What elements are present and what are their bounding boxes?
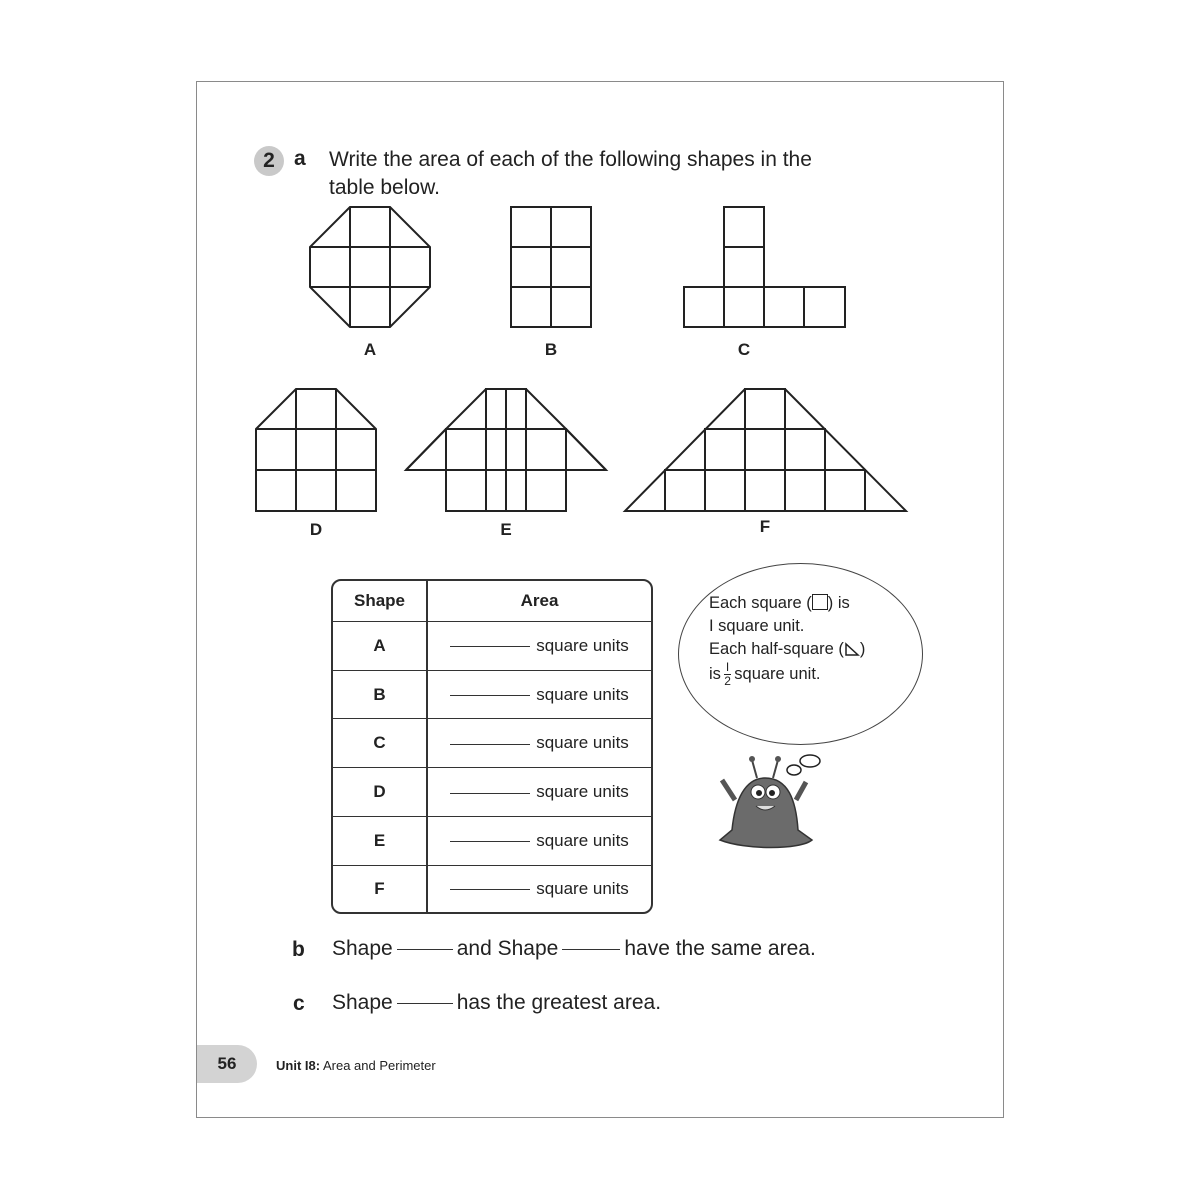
part-b-text-3: have the same area. (624, 937, 816, 960)
shape-c (684, 207, 845, 327)
footer-unit (276, 1058, 436, 1073)
square-icon (812, 594, 828, 610)
units-label: square units (536, 830, 629, 850)
row-shape: F (333, 866, 428, 912)
table-row (333, 622, 651, 671)
shape-label-a: A (363, 340, 377, 359)
shape-label-e: E (500, 520, 512, 539)
table-row (333, 719, 651, 768)
row-area (428, 622, 651, 671)
table-header-row (333, 581, 651, 622)
row-shape: B (333, 671, 428, 720)
header-shape: Shape (333, 581, 428, 622)
table-row (333, 866, 651, 912)
instruction-line-2: table below. (329, 176, 440, 199)
thought-dot-1 (800, 755, 820, 767)
row-area (428, 866, 651, 912)
bubble-line4-end: square unit. (734, 664, 821, 683)
part-b-text-1: Shape (332, 937, 393, 960)
part-c-text-2: has the greatest area. (456, 991, 662, 1014)
fraction-half (724, 661, 731, 688)
part-b-question (332, 937, 816, 961)
units-label: square units (536, 782, 629, 802)
answer-blank[interactable] (450, 743, 530, 745)
answer-blank[interactable] (397, 948, 453, 950)
shape-d (256, 389, 376, 511)
row-shape: A (333, 622, 428, 671)
row-area (428, 719, 651, 768)
shape-f (625, 389, 906, 511)
row-area (428, 817, 651, 866)
area-table (331, 579, 653, 914)
part-a-label: a (294, 147, 306, 170)
shape-label-b: B (544, 340, 558, 359)
answer-blank[interactable] (450, 792, 530, 794)
bubble-line3-start: Each half-square ( (709, 640, 844, 658)
shape-label-f: F (759, 517, 771, 536)
bubble-line3-end: ) (859, 640, 866, 658)
thought-dot-2 (787, 765, 801, 775)
unit-title: Area and Perimeter (322, 1058, 436, 1073)
fraction-numerator: I (725, 660, 730, 674)
units-label: square units (536, 684, 629, 704)
row-shape: E (333, 817, 428, 866)
shape-label-c: C (737, 340, 751, 359)
part-c-question (332, 991, 661, 1015)
part-c-text-1: Shape (332, 991, 393, 1014)
part-b-text-2: and Shape (456, 937, 559, 960)
answer-blank[interactable] (450, 840, 530, 842)
shape-e (406, 389, 606, 511)
row-area (428, 671, 651, 720)
monster-mascot (720, 756, 812, 848)
shape-label-d: D (309, 520, 323, 539)
units-label: square units (536, 635, 629, 655)
half-square-icon (844, 642, 860, 656)
units-label: square units (536, 878, 629, 898)
part-c-label: c (293, 992, 305, 1015)
instruction-line-1: Write the area of each of the following shapes in the (329, 148, 812, 171)
bubble-text (709, 592, 865, 688)
fraction-denominator: 2 (724, 674, 731, 688)
bubble-line1-start: Each square ( (709, 594, 812, 612)
shape-a (310, 207, 430, 327)
header-area: Area (428, 581, 651, 622)
bubble-line1-end: ) is (827, 594, 850, 612)
question-number-badge: 2 (254, 146, 284, 176)
answer-blank[interactable] (397, 1002, 453, 1004)
page-number: 56 (197, 1045, 257, 1083)
answer-blank[interactable] (450, 694, 530, 696)
answer-blank[interactable] (450, 888, 530, 890)
units-label: square units (536, 733, 629, 753)
table-row (333, 768, 651, 817)
answer-blank[interactable] (562, 948, 620, 950)
answer-blank[interactable] (450, 645, 530, 647)
row-shape: D (333, 768, 428, 817)
table-row (333, 817, 651, 866)
table-row (333, 671, 651, 720)
unit-label: Unit I8: (276, 1058, 321, 1073)
shape-b (511, 207, 591, 327)
row-shape: C (333, 719, 428, 768)
bubble-line4-start: is (709, 664, 721, 683)
part-b-label: b (292, 938, 305, 961)
bubble-line2: I square unit. (709, 617, 805, 635)
row-area (428, 768, 651, 817)
